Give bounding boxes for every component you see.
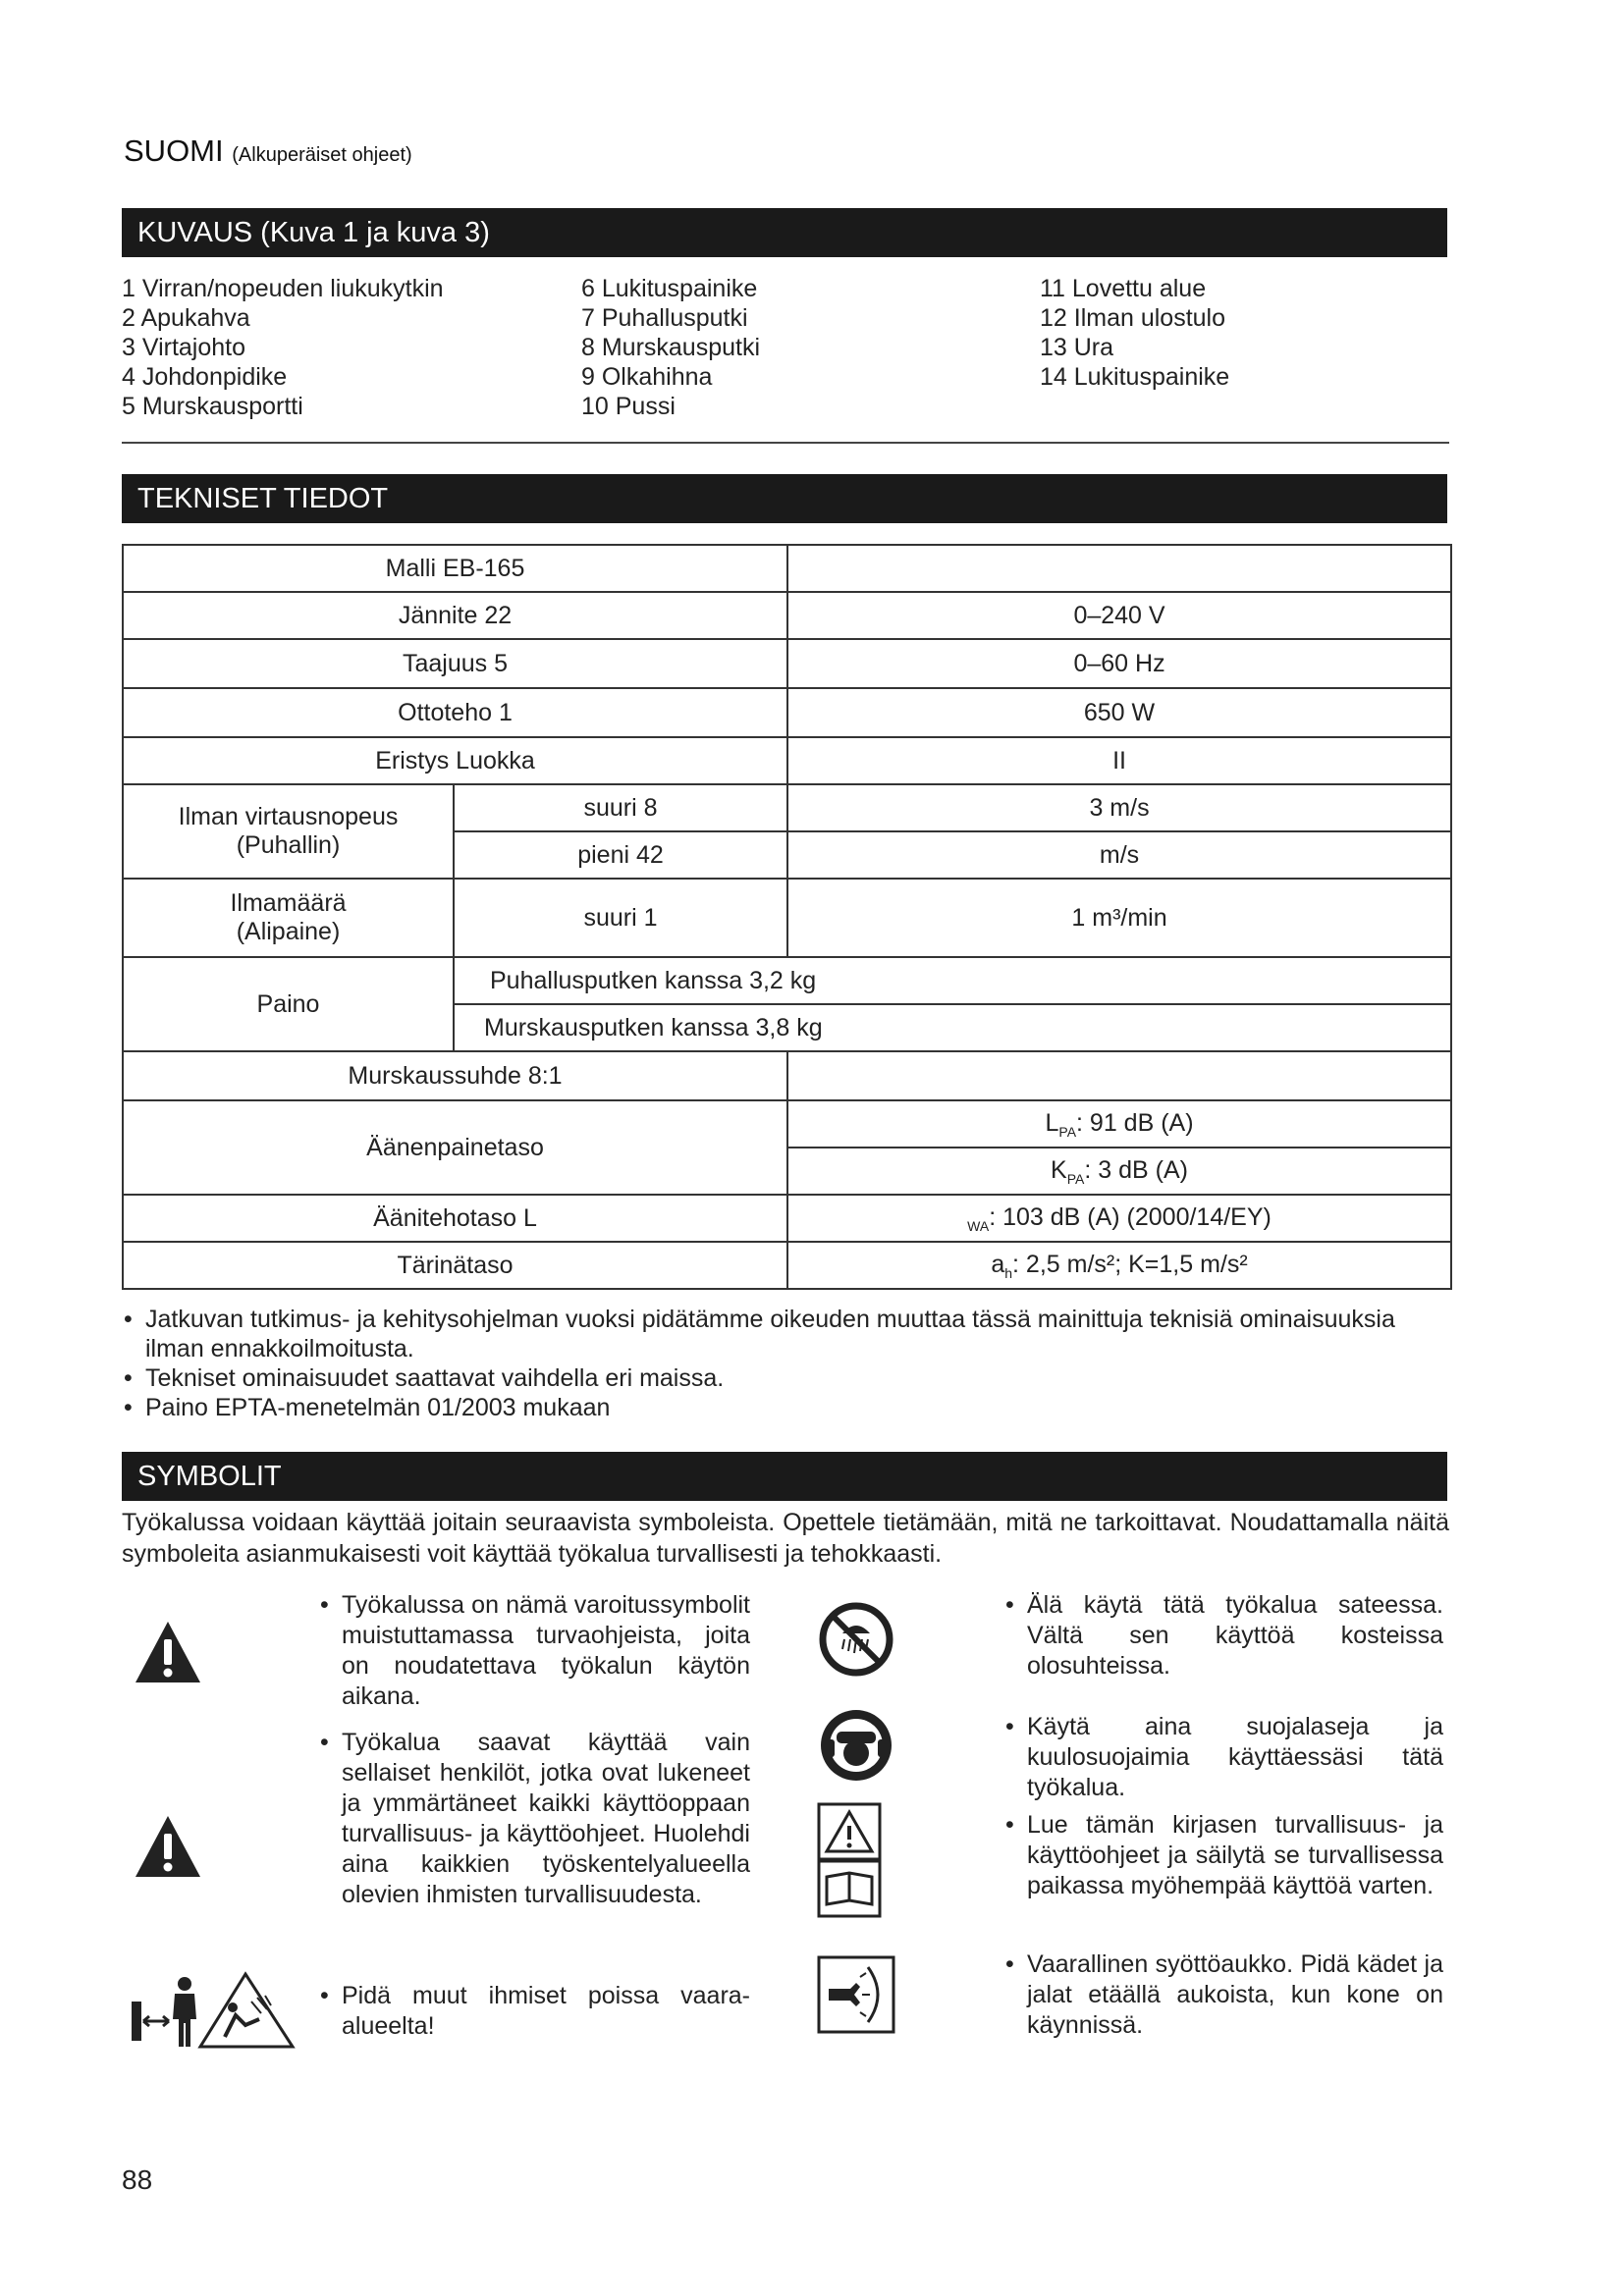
section-specs-title: TEKNISET TIEDOT [122, 474, 1447, 523]
symbol-description: • Vaarallinen syöttöaukko. Pidä kädet ja jalat etäällä aukoista, kun kone on käynnissä. [1005, 1949, 1443, 2041]
list-item: 2 Apukahva [122, 304, 250, 332]
list-item: 7 Puhallusputki [581, 304, 748, 332]
sound-pressure-label: Äänenpainetaso [123, 1100, 787, 1195]
symbol-text-read-manual [320, 1728, 750, 1910]
voltage-value: 0–240 V [787, 592, 1451, 639]
symbol-text-intake [1005, 1949, 1443, 2041]
lpa-subscript: PA [1058, 1123, 1077, 1140]
vibration-symbol: a [991, 1250, 1005, 1278]
airspeed-high-value: 3 m/s [787, 784, 1451, 831]
warning-triangle-icon [132, 1618, 204, 1691]
symbol-description: • Pidä muut ihmiset poissa vaara-alueelta! [320, 1981, 750, 2042]
vibration-value [787, 1242, 1451, 1289]
sound-power-label: Äänitehotaso L [123, 1195, 787, 1242]
list-item: 1 Virran/nopeuden liukukytkin [122, 275, 444, 302]
note-item: • Jatkuvan tutkimus- ja kehitysohjelman vuoksi pidätämme oikeuden muuttaa tässä mainittuja teknisiä ominaisuuksia ilman ennakkoilmoitusta. [122, 1305, 1457, 1363]
airspeed-label-sub: (Puhallin) [236, 831, 341, 859]
kpa-subscript: PA [1066, 1170, 1085, 1187]
symbol-text-manual [1005, 1810, 1443, 1901]
symbols-intro: Työkalussa voidaan käyttää joitain seuraavista symboleista. Opettele tietämään, mitä ne tarkoittavat. Noudattamalla näitä symboleita asianmukaisesti voit käyttää työkalua turvallisesti ja tehokkaasti. [122, 1509, 1449, 1568]
symbol-text-no-rain [1005, 1590, 1443, 1682]
symbol-description: • Käytä aina suojalaseja ja kuulosuojaimia käyttäessäsi tätä työkalua. [1005, 1712, 1443, 1803]
airvolume-label-text: Ilmamäärä [230, 889, 347, 917]
symbol-text-protection [1005, 1712, 1443, 1803]
frequency-value: 0–60 Hz [787, 639, 1451, 688]
airspeed-low-label: pieni 42 [454, 831, 787, 879]
goggles-ear-protection-icon [817, 1706, 895, 1789]
note-item: • Tekniset ominaisuudet saattavat vaihdella eri maissa. [122, 1363, 1457, 1393]
vibration-text: : 2,5 m/s²; K=1,5 m/s² [1012, 1250, 1248, 1278]
section-divider [122, 442, 1449, 444]
frequency-label: Taajuus 5 [123, 639, 787, 688]
power-label: Ottoteho 1 [123, 688, 787, 737]
mulch-ratio: Murskaussuhde 8:1 [123, 1051, 787, 1100]
symbol-text-bystanders [320, 1981, 750, 2042]
kpa-text: : 3 dB (A) [1084, 1155, 1188, 1184]
weight-label: Paino [123, 957, 454, 1051]
dangerous-intake-icon [817, 1955, 895, 2039]
lpa-value [787, 1100, 1451, 1148]
model-value [787, 545, 1451, 592]
mulch-ratio-value [787, 1051, 1451, 1100]
header-subtitle: (Alkuperäiset ohjeet) [232, 144, 412, 166]
kpa-symbol: K [1051, 1155, 1067, 1184]
lpa-symbol: L [1045, 1108, 1059, 1137]
list-item: 8 Murskausputki [581, 334, 761, 361]
symbol-description: • Lue tämän kirjasen turvallisuus- ja käyttöohjeet ja säilytä se turvallisessa paikassa myöhempää käyttöä varten. [1005, 1810, 1443, 1901]
power-value: 650 W [787, 688, 1451, 737]
keep-bystanders-away-icon [130, 1968, 298, 2056]
parts-list-col1 [122, 274, 444, 421]
list-item: 4 Johdonpidike [122, 363, 288, 391]
parts-list-col3 [1040, 274, 1229, 392]
list-item: 12 Ilman ulostulo [1040, 304, 1226, 332]
note-item: • Paino EPTA-menetelmän 01/2003 mukaan [122, 1393, 1457, 1422]
list-item: 3 Virtajohto [122, 334, 246, 361]
insulation-value: II [787, 737, 1451, 784]
lwa-value [787, 1195, 1451, 1242]
weight-blow: Puhallusputken kanssa 3,2 kg [454, 957, 1451, 1004]
section-description-title: KUVAUS (Kuva 1 ja kuva 3) [122, 208, 1447, 257]
airvolume-high-label: suuri 1 [454, 879, 787, 957]
kpa-value [787, 1148, 1451, 1195]
weight-mulch: Murskausputken kanssa 3,8 kg [454, 1004, 1451, 1051]
symbol-description: • Työkalussa on nämä varoitussymbolit muistuttamassa turvaohjeista, joita on noudatettava työkalun käytön aikana. [320, 1590, 750, 1712]
list-item: 6 Lukituspainike [581, 275, 758, 302]
lwa-subscript: WA [967, 1217, 990, 1234]
lwa-text: : 103 dB (A) (2000/14/EY) [989, 1202, 1272, 1231]
list-item: 11 Lovettu alue [1040, 275, 1207, 302]
parts-list-col2 [581, 274, 760, 421]
airspeed-high-label: suuri 8 [454, 784, 787, 831]
list-item: 14 Lukituspainike [1040, 363, 1230, 391]
list-item: 13 Ura [1040, 334, 1114, 361]
airspeed-label [123, 784, 454, 879]
specs-table [122, 544, 1452, 1290]
language-label: SUOMI [124, 133, 224, 168]
spec-notes [122, 1305, 1457, 1422]
vibration-subscript: h [1004, 1264, 1013, 1281]
read-manual-warning-icon [132, 1812, 204, 1886]
lpa-text: : 91 dB (A) [1076, 1108, 1194, 1137]
no-rain-icon [817, 1600, 895, 1683]
page-number: 88 [122, 2164, 153, 2195]
model-cell: Malli EB-165 [123, 545, 787, 592]
page-header [124, 133, 412, 169]
read-manual-icon [817, 1802, 882, 1923]
symbol-description: • Työkalua saavat käyttää vain sellaiset henkilöt, jotka ovat lukeneet ja ymmärtäneet kaikki käyttöoppaan turvallisuus- ja käyttöohjeet. Huolehdi aina kaikkien työskentelyalueella olevien ihmisten turvallisuudesta. [320, 1728, 750, 1910]
symbol-text-warning [320, 1590, 750, 1712]
list-item: 10 Pussi [581, 393, 676, 420]
voltage-label: Jännite 22 [123, 592, 787, 639]
airspeed-low-value: m/s [787, 831, 1451, 879]
section-symbols-title: SYMBOLIT [122, 1452, 1447, 1501]
list-item: 5 Murskausportti [122, 393, 303, 420]
insulation-label: Eristys Luokka [123, 737, 787, 784]
list-item: 9 Olkahihna [581, 363, 713, 391]
airspeed-label-text: Ilman virtausnopeus [178, 803, 399, 830]
symbol-description: • Älä käytä tätä työkalua sateessa. Vältä sen käyttöä kosteissa olosuhteissa. [1005, 1590, 1443, 1682]
airvolume-value: 1 m³/min [787, 879, 1451, 957]
airvolume-label-sub: (Alipaine) [236, 918, 341, 945]
airvolume-label [123, 879, 454, 957]
vibration-label: Tärinätaso [123, 1242, 787, 1289]
